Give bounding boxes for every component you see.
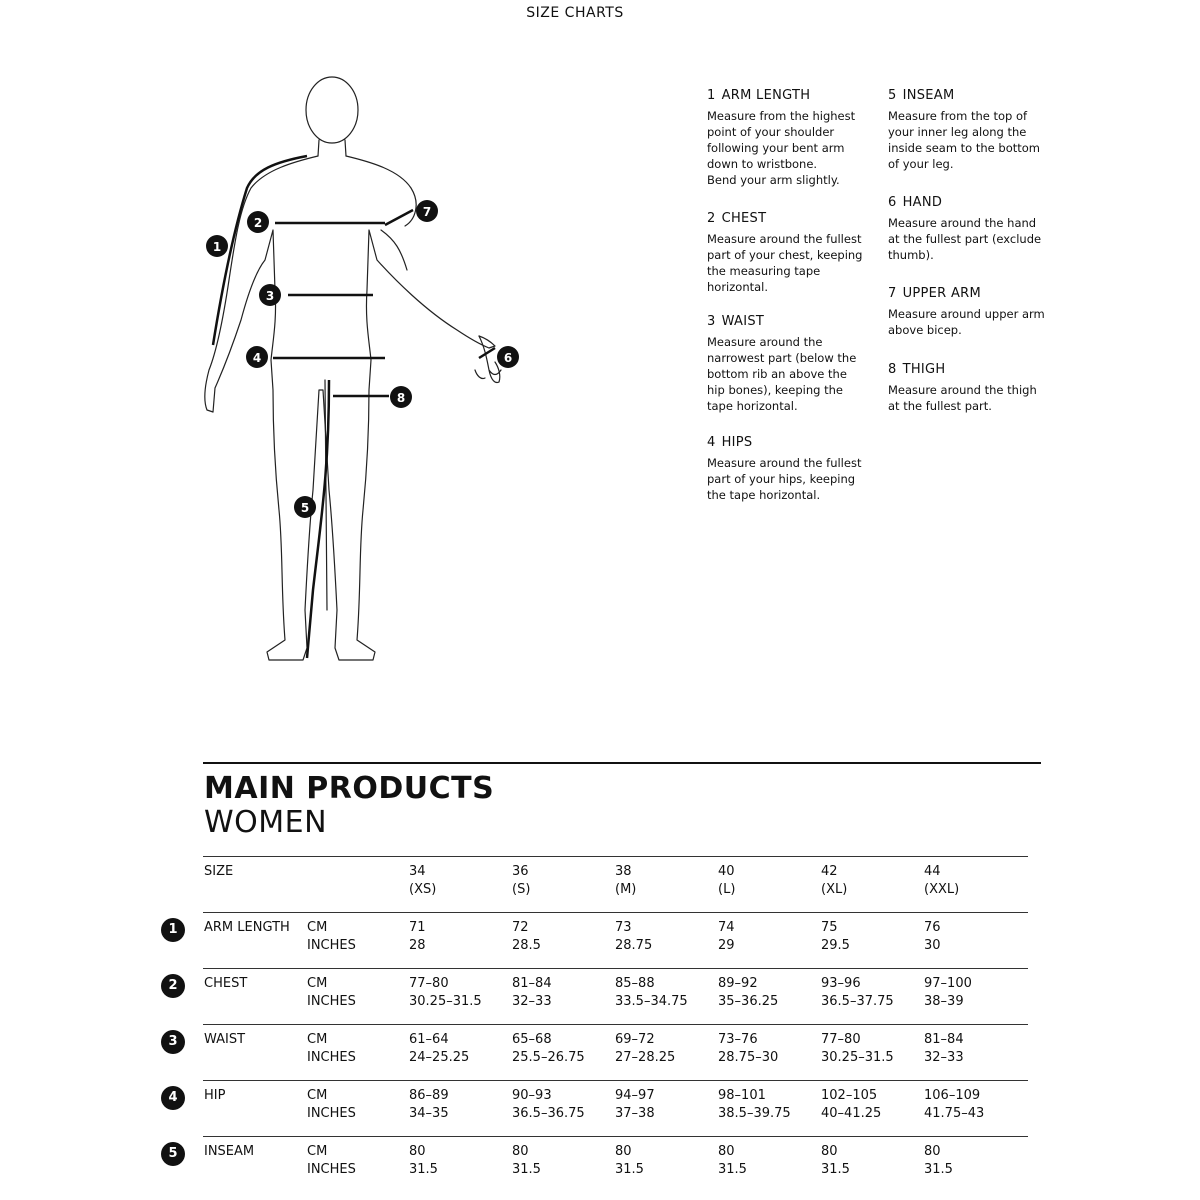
- row-label: INSEAM: [204, 1144, 255, 1159]
- table-cell: 106–109 41.75–43: [924, 1088, 985, 1121]
- guide-description: Measure from the top of your inner leg along the inside seam to the bottom of your leg.: [888, 109, 1040, 171]
- table-row-inseam: [168, 1136, 1028, 1192]
- row-number-badge: 3: [161, 1030, 185, 1054]
- svg-text:2: 2: [253, 216, 263, 230]
- guide-title: 1 ARM LENGTH: [707, 88, 811, 103]
- size-column-header: 44 (XXL): [924, 864, 960, 897]
- table-cell: 73 28.75: [615, 920, 653, 953]
- svg-text:8: 8: [396, 391, 406, 405]
- table-row-waist: [168, 1024, 1028, 1080]
- table-cell: 94–97 37–38: [615, 1088, 655, 1121]
- size-table: [168, 856, 1028, 1192]
- table-cell: 80 31.5: [409, 1144, 438, 1177]
- table-cell: 80 31.5: [718, 1144, 747, 1177]
- guide-hips: [707, 435, 882, 503]
- guide-description: Measure around the narrowest part (below the bottom rib an above the hip bones), keeping the tape horizontal.: [707, 335, 857, 413]
- table-cell: 65–68 25.5–26.75: [512, 1032, 585, 1065]
- table-cell: 81–84 32–33: [512, 976, 552, 1009]
- table-cell: 77–80 30.25–31.5: [409, 976, 482, 1009]
- guide-title: 4 HIPS: [707, 435, 753, 450]
- unit-labels: CM INCHES: [307, 1144, 356, 1177]
- table-cell: 80 31.5: [924, 1144, 953, 1177]
- table-cell: 98–101 38.5–39.75: [718, 1088, 791, 1121]
- marker-4: [246, 346, 268, 368]
- marker-7: [416, 200, 438, 222]
- size-column-header: 40 (L): [718, 864, 736, 897]
- table-cell: 76 30: [924, 920, 941, 953]
- marker-8: [390, 386, 412, 408]
- table-cell: 85–88 33.5–34.75: [615, 976, 688, 1009]
- svg-text:6: 6: [503, 351, 513, 365]
- unit-labels: CM INCHES: [307, 1032, 356, 1065]
- section-subheading: WOMEN: [204, 805, 328, 840]
- guide-title: 6 HAND: [888, 195, 943, 210]
- guide-waist: [707, 314, 882, 414]
- row-label: HIP: [204, 1088, 226, 1103]
- body-outline: [205, 77, 501, 660]
- table-cell: 77–80 30.25–31.5: [821, 1032, 894, 1065]
- guide-description: Measure around upper arm above bicep.: [888, 307, 1045, 337]
- guide-thigh: [888, 362, 1063, 414]
- guide-upper-arm: [888, 286, 1063, 338]
- table-row-arm-length: [168, 912, 1028, 968]
- page-title: SIZE CHARTS: [526, 5, 624, 21]
- guide-description: Measure around the fullest part of your chest, keeping the measuring tape horizontal.: [707, 232, 863, 294]
- row-label: WAIST: [204, 1032, 246, 1047]
- guide-arm-length: [707, 88, 882, 188]
- guide-title: 3 WAIST: [707, 314, 765, 329]
- guide-description: Measure around the hand at the fullest part (exclude thumb).: [888, 216, 1042, 262]
- guide-title: 2 CHEST: [707, 211, 767, 226]
- svg-text:5: 5: [300, 501, 310, 515]
- size-header-label: SIZE: [204, 864, 234, 879]
- table-row-hip: [168, 1080, 1028, 1136]
- size-column-header: 34 (XS): [409, 864, 437, 897]
- marker-5: [294, 496, 316, 518]
- table-cell: 61–64 24–25.25: [409, 1032, 470, 1065]
- guide-chest: [707, 211, 882, 295]
- table-cell: 90–93 36.5–36.75: [512, 1088, 585, 1121]
- unit-labels: CM INCHES: [307, 920, 356, 953]
- marker-1: [206, 235, 228, 257]
- row-number-badge: 5: [161, 1142, 185, 1166]
- row-label: ARM LENGTH: [204, 920, 290, 935]
- section-heading: MAIN PRODUCTS: [204, 771, 495, 806]
- marker-6: [497, 346, 519, 368]
- unit-labels: CM INCHES: [307, 976, 356, 1009]
- svg-text:4: 4: [252, 351, 262, 365]
- unit-labels: CM INCHES: [307, 1088, 356, 1121]
- table-header-row: [203, 856, 1028, 912]
- table-cell: 80 31.5: [821, 1144, 850, 1177]
- row-number-badge: 1: [161, 918, 185, 942]
- table-cell: 73–76 28.75–30: [718, 1032, 779, 1065]
- section-divider: [203, 762, 1041, 764]
- table-cell: 80 31.5: [512, 1144, 541, 1177]
- size-column-header: 36 (S): [512, 864, 531, 897]
- table-cell: 74 29: [718, 920, 735, 953]
- size-column-header: 38 (M): [615, 864, 637, 897]
- marker-3: [259, 284, 281, 306]
- table-cell: 97–100 38–39: [924, 976, 972, 1009]
- guide-inseam: [888, 88, 1063, 172]
- guide-description: Measure around the thigh at the fullest part.: [888, 383, 1037, 413]
- table-row-chest: [168, 968, 1028, 1024]
- guide-title: 7 UPPER ARM: [888, 286, 981, 301]
- table-cell: 89–92 35–36.25: [718, 976, 779, 1009]
- guide-description: Measure around the fullest part of your hips, keeping the tape horizontal.: [707, 456, 862, 502]
- guide-hand: [888, 195, 1063, 263]
- body-measurement-figure: [195, 70, 535, 670]
- guide-description: Measure from the highest point of your shoulder following your bent arm down to wristbone. Bend your arm slightly.: [707, 109, 856, 187]
- svg-text:1: 1: [212, 240, 222, 254]
- marker-2: [247, 211, 269, 233]
- table-cell: 69–72 27–28.25: [615, 1032, 676, 1065]
- table-cell: 72 28.5: [512, 920, 541, 953]
- svg-text:7: 7: [422, 205, 432, 219]
- svg-text:3: 3: [265, 289, 275, 303]
- size-column-header: 42 (XL): [821, 864, 848, 897]
- table-cell: 80 31.5: [615, 1144, 644, 1177]
- guide-title: 8 THIGH: [888, 362, 946, 377]
- table-cell: 102–105 40–41.25: [821, 1088, 882, 1121]
- table-cell: 93–96 36.5–37.75: [821, 976, 894, 1009]
- row-number-badge: 4: [161, 1086, 185, 1110]
- table-cell: 75 29.5: [821, 920, 850, 953]
- table-cell: 71 28: [409, 920, 426, 953]
- guide-title: 5 INSEAM: [888, 88, 955, 103]
- row-number-badge: 2: [161, 974, 185, 998]
- table-cell: 86–89 34–35: [409, 1088, 449, 1121]
- row-label: CHEST: [204, 976, 248, 991]
- table-cell: 81–84 32–33: [924, 1032, 964, 1065]
